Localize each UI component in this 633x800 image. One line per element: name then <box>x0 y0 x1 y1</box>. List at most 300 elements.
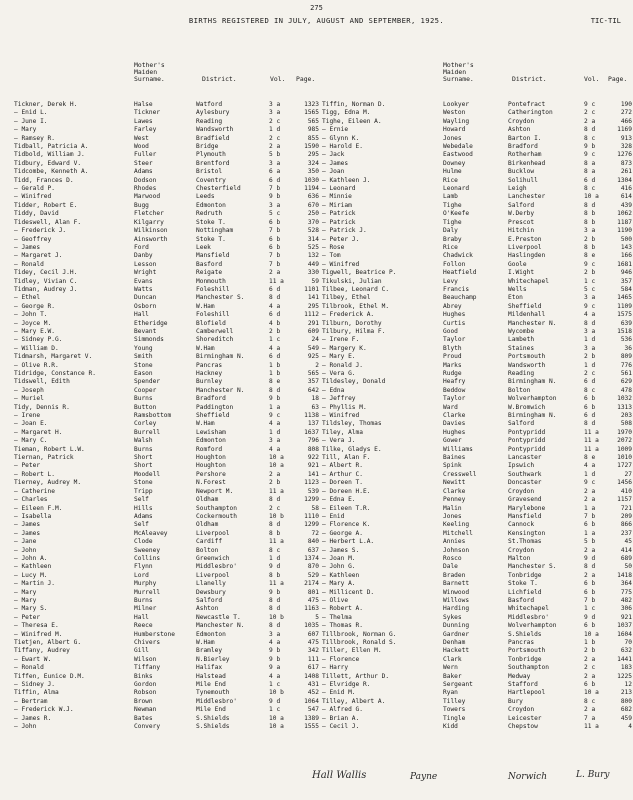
register-entry <box>14 378 320 386</box>
mother-maiden-surname: Hulme <box>443 168 462 176</box>
page: 203 <box>620 412 632 420</box>
volume: 8 b <box>584 218 596 226</box>
register-entry <box>14 395 320 403</box>
page: 166 <box>620 252 632 260</box>
child-name: — Thelma <box>322 613 352 621</box>
child-name: — Miriam <box>322 201 352 209</box>
child-name: — John A. <box>14 554 48 562</box>
child-name: — Doreen H.E. <box>322 487 371 495</box>
mother-maiden-surname: Wilkinson <box>134 227 168 235</box>
page: 328 <box>620 143 632 151</box>
mother-maiden-surname: Newitt <box>443 479 466 487</box>
mother-maiden-surname: Penney <box>443 496 466 504</box>
district: Eton <box>508 294 523 302</box>
child-name: Tillbrook, Norman G. <box>322 630 397 638</box>
volume: 7 a <box>584 714 596 722</box>
mother-maiden-surname: Hackett <box>443 647 470 655</box>
mother-maiden-surname: Flynn <box>134 563 153 571</box>
register-entry <box>14 345 320 353</box>
register-entry <box>14 547 320 555</box>
volume: 8 d <box>269 605 281 613</box>
volume: 8 a <box>584 168 596 176</box>
mother-maiden-surname: Watts <box>134 285 153 293</box>
mother-maiden-surname: Wilson <box>134 655 157 663</box>
volume: 10 b <box>269 512 284 520</box>
register-entry <box>322 210 632 218</box>
volume: 9 c <box>584 101 596 108</box>
page: 357 <box>620 277 632 285</box>
volume: 2 c <box>584 109 596 117</box>
page: 921 <box>620 613 632 621</box>
register-entry <box>14 160 320 168</box>
page: 1970 <box>617 428 632 436</box>
district: Chesterfield <box>196 185 241 193</box>
page: 261 <box>620 168 632 176</box>
district: Salford <box>508 420 535 428</box>
volume: 11 a <box>584 723 599 731</box>
child-name: — Muriel <box>14 395 44 403</box>
volume: 7 b <box>269 252 281 260</box>
volume: 2 a <box>584 571 596 579</box>
district: Basford <box>508 596 535 604</box>
district: Salford <box>196 596 223 604</box>
page: 607 <box>307 630 319 638</box>
register-entry <box>322 236 632 244</box>
register-entry <box>14 412 320 420</box>
mother-maiden-surname: Burrell <box>134 428 161 436</box>
register-entry <box>322 151 632 159</box>
child-name: — Joan M. <box>322 554 356 562</box>
volume: 6 b <box>269 243 281 251</box>
district: Watford <box>196 101 223 108</box>
child-name: — Mary E.W. <box>14 327 55 335</box>
page: 1157 <box>617 496 632 504</box>
mother-maiden-surname: West <box>134 134 149 142</box>
district: Tonbridge <box>508 571 542 579</box>
page: 2072 <box>617 437 632 445</box>
page: 414 <box>620 546 632 554</box>
volume: 1 d <box>584 470 596 478</box>
district: Sheffield <box>196 412 230 420</box>
mother-maiden-surname: Marwood <box>134 193 161 201</box>
page: 922 <box>307 454 319 462</box>
register-entry <box>14 698 320 706</box>
volume: 9 c <box>584 260 596 268</box>
mother-maiden-surname: Rudge <box>443 370 462 377</box>
district: Lancaster <box>508 454 542 462</box>
volume: 6 b <box>584 521 596 529</box>
mother-maiden-surname: Proud <box>443 353 462 361</box>
volume: 4 a <box>269 445 281 453</box>
volume: 5 b <box>584 538 596 546</box>
mother-maiden-surname: Heafry <box>443 378 466 386</box>
district: Pancras <box>508 639 535 646</box>
volume: 3 a <box>584 344 596 352</box>
child-name: — Enid <box>322 512 345 520</box>
volume: 5 c <box>269 210 281 218</box>
district: Mansfield <box>508 512 542 520</box>
register-entry <box>322 160 632 168</box>
register-entry <box>14 244 320 252</box>
page: 670 <box>307 201 319 209</box>
mother-maiden-surname: Gill <box>134 647 149 655</box>
volume: 9 d <box>584 554 596 562</box>
page: 449 <box>307 260 319 268</box>
register-entry <box>322 101 632 109</box>
district: Gravesend <box>508 496 542 504</box>
volume: 6 b <box>269 235 281 243</box>
mother-maiden-surname: Rice <box>443 243 458 251</box>
district: Stoke T. <box>196 235 226 243</box>
mother-maiden-surname: Corley <box>134 420 157 428</box>
volume: 11 a <box>269 580 284 588</box>
volume: 7 b <box>584 512 596 520</box>
page: 2 <box>315 361 319 369</box>
register-entry <box>322 563 632 571</box>
child-name: Tillett, Arthur D. <box>322 672 390 680</box>
volume: 1 c <box>269 336 281 344</box>
district: Oldham <box>196 521 219 529</box>
mother-maiden-surname: Keeling <box>443 521 470 529</box>
district: Wolverhampton <box>508 395 557 403</box>
volume: 9 b <box>269 588 281 596</box>
register-entry <box>322 555 632 563</box>
volume: 4 a <box>269 639 281 646</box>
volume: 6 b <box>584 588 596 596</box>
district: Romford <box>196 445 223 453</box>
district: Chepstow <box>508 723 538 731</box>
district: Middlesbro' <box>196 697 237 705</box>
register-entry <box>14 219 320 227</box>
mother-maiden-surname: Lamb <box>443 193 458 201</box>
mother-maiden-surname: Gordon <box>134 681 157 689</box>
page: 925 <box>307 353 319 361</box>
page: 873 <box>620 159 632 167</box>
register-entry <box>14 572 320 580</box>
child-name: — Ronald <box>14 664 44 672</box>
register-entry <box>322 597 632 605</box>
register-entry <box>14 488 320 496</box>
district: Houghton <box>196 462 226 470</box>
mother-maiden-surname: Sykes <box>443 613 462 621</box>
register-entry <box>322 471 632 479</box>
child-name: — Joseph <box>14 386 44 394</box>
mother-maiden-surname: McAleavey <box>134 529 168 537</box>
register-entry <box>322 404 632 412</box>
district: Reigate <box>196 269 223 277</box>
page: 549 <box>307 344 319 352</box>
register-entry <box>322 177 632 185</box>
volume: 10 a <box>269 714 284 722</box>
district: Manchester S. <box>196 294 245 302</box>
child-name: — Eileen F.M. <box>14 504 63 512</box>
mother-maiden-surname: Lesson <box>134 260 157 268</box>
child-name: — John T. <box>14 311 48 319</box>
page: 1163 <box>304 605 319 613</box>
page: 59 <box>311 277 319 285</box>
district: Liverpool <box>196 571 230 579</box>
child-name: — Joan E. <box>14 420 48 428</box>
volume: 1 a <box>269 403 281 411</box>
district: Hackney <box>196 370 223 377</box>
district: Bramley <box>196 647 223 655</box>
child-name: — Enid M. <box>322 689 356 697</box>
child-name: Tiddy, David <box>14 210 59 218</box>
district: Ashton <box>196 605 219 613</box>
register-entry <box>322 336 632 344</box>
volume: 8 b <box>584 210 596 218</box>
register-entry <box>322 639 632 647</box>
child-name: — Alfred G. <box>322 706 363 714</box>
child-name: — Florence K. <box>322 521 371 529</box>
volume: 6 b <box>584 681 596 689</box>
mother-maiden-surname: Annies <box>443 538 466 546</box>
mother-maiden-surname: Hall <box>134 311 149 319</box>
vol-header: Vol. <box>270 75 286 83</box>
register-entry <box>322 294 632 302</box>
volume: 2 a <box>584 546 596 554</box>
district: Stoke T. <box>508 580 538 588</box>
page: 12 <box>624 681 632 689</box>
register-entry <box>14 151 320 159</box>
volume: 2 a <box>584 496 596 504</box>
volume: 9 d <box>269 563 281 571</box>
district: Goole <box>508 260 527 268</box>
district: Bolton <box>508 386 531 394</box>
child-name: — Kathleen <box>322 571 360 579</box>
district: Ipswich <box>508 462 535 470</box>
page: 410 <box>620 487 632 495</box>
volume: 6 b <box>584 395 596 403</box>
district: Middlesbro' <box>508 613 549 621</box>
district: Cockermouth <box>196 512 237 520</box>
child-name: — Ronald J. <box>322 361 363 369</box>
district: Basford <box>196 260 223 268</box>
volume: 2 a <box>584 117 596 125</box>
mother-maiden-surname: Danby <box>134 252 153 260</box>
register-entry <box>14 101 320 109</box>
child-name: — Charles <box>14 496 48 504</box>
mother-maiden-surname: Lawes <box>134 117 153 125</box>
child-name: — Joan <box>322 168 345 176</box>
volume: 2 b <box>584 353 596 361</box>
register-entry <box>14 143 320 151</box>
volume: 9 c <box>269 412 281 420</box>
register-entry <box>322 278 632 286</box>
register-entry <box>14 362 320 370</box>
child-name: — Peter <box>14 613 41 621</box>
volume: 4 a <box>269 420 281 428</box>
register-entry <box>14 303 320 311</box>
register-entry <box>14 168 320 176</box>
register-entry <box>322 589 632 597</box>
register-entry <box>14 446 320 454</box>
page: 1441 <box>617 655 632 663</box>
volume: 1 d <box>584 336 596 344</box>
register-entry <box>14 681 320 689</box>
page: 72 <box>311 529 319 537</box>
page: 1112 <box>304 311 319 319</box>
register-entry <box>14 227 320 235</box>
district: Cardiff <box>196 538 223 546</box>
child-name: — Robert A. <box>322 605 363 613</box>
volume: 3 a <box>584 327 596 335</box>
volume: 8 c <box>584 697 596 705</box>
child-name: — Patrick <box>322 210 356 218</box>
page: 1190 <box>617 227 632 235</box>
register-entry <box>14 437 320 445</box>
page: 1299 <box>304 496 319 504</box>
volume: 7 b <box>269 185 281 193</box>
register-entry <box>14 521 320 529</box>
page-number: 275 <box>310 4 323 12</box>
page: 364 <box>620 580 632 588</box>
volume: 1 a <box>584 504 596 512</box>
register-entry <box>14 563 320 571</box>
mother-maiden-surname: Ainsworth <box>134 235 168 243</box>
district: Haslingden <box>508 252 546 260</box>
mother-maiden-surname: Kilgarry <box>134 218 164 226</box>
mother-maiden-surname: Etheridge <box>134 319 168 327</box>
mother-maiden-surname: Blyth <box>443 344 462 352</box>
volume: 1 d <box>584 361 596 369</box>
child-name: Tierney, Audrey M. <box>14 479 82 487</box>
child-name: — Margaret H. <box>14 428 63 436</box>
mother-maiden-surname: Kidd <box>443 723 458 731</box>
register-entry <box>322 303 632 311</box>
child-name: Tidswell, Edith <box>14 378 70 386</box>
volume: 10 a <box>584 193 599 201</box>
page: 1575 <box>617 311 632 319</box>
volume: 6 b <box>269 218 281 226</box>
district: S.Shields <box>196 723 230 731</box>
mother-maiden-surname: Convery <box>134 723 161 731</box>
page: 1304 <box>617 176 632 184</box>
district-header: District. <box>202 75 237 83</box>
child-name: — Olive R.R. <box>14 361 59 369</box>
child-name: — Theresa E. <box>14 622 59 630</box>
district: Marylebone <box>508 504 546 512</box>
volume: 9 b <box>269 395 281 403</box>
mother-maiden-surname: Downey <box>443 159 466 167</box>
district: I.Wight <box>508 269 535 277</box>
volume: 2 c <box>269 134 281 142</box>
page: 1109 <box>617 302 632 310</box>
district: Lanchester <box>508 193 546 201</box>
page: 342 <box>307 647 319 655</box>
mother-maiden-surname: Malin <box>443 504 462 512</box>
mother-maiden-surname: Hughes <box>443 428 466 436</box>
page: 500 <box>620 235 632 243</box>
mother-maiden-surname: Rhodes <box>134 185 157 193</box>
child-name: — Harold E. <box>322 143 363 151</box>
district: Liverpool <box>508 243 542 251</box>
page: 636 <box>307 193 319 201</box>
page: 1681 <box>617 260 632 268</box>
volume: 6 a <box>269 168 281 176</box>
child-name: — Mary C. <box>14 437 48 445</box>
mother-maiden-surname: Ford <box>134 243 149 251</box>
mother-maiden-surname: Gardner <box>443 630 470 638</box>
child-name: — Frederick J. <box>14 227 67 235</box>
page: 1169 <box>617 126 632 134</box>
register-entry <box>14 479 320 487</box>
mother-maiden-surname: Adams <box>134 512 153 520</box>
page: 250 <box>307 210 319 218</box>
register-entry <box>322 538 632 546</box>
page: 1637 <box>304 428 319 436</box>
district: Birkenhead <box>508 159 546 167</box>
register-entry <box>322 664 632 672</box>
mother-maiden-surname: Tilley <box>443 697 466 705</box>
register-entry <box>14 202 320 210</box>
mother-maiden-surname: Willows <box>443 596 470 604</box>
register-entry <box>322 454 632 462</box>
volume: 2 a <box>584 672 596 680</box>
mother-maiden-surname: Jones <box>443 512 462 520</box>
register-entry <box>14 647 320 655</box>
mother-maiden-surname: Wern <box>443 664 458 672</box>
volume: 7 b <box>269 260 281 268</box>
mother-maiden-surname: Evans <box>134 277 153 285</box>
district: Cannock <box>508 521 535 529</box>
volume: 11 a <box>269 277 284 285</box>
register-entry <box>322 656 632 664</box>
volume: 2 b <box>584 269 596 277</box>
surname-range: TIC-TIL <box>590 16 621 25</box>
page: 416 <box>620 185 632 193</box>
volume: 2 a <box>584 655 596 663</box>
register-entry <box>14 496 320 504</box>
district: Edmonton <box>196 630 226 638</box>
volume: 3 a <box>584 294 596 302</box>
page: 272 <box>620 109 632 117</box>
volume: 5 c <box>584 285 596 293</box>
page: 357 <box>307 378 319 386</box>
page: 866 <box>620 521 632 529</box>
child-name: — Glynn K. <box>322 134 360 142</box>
district: Liverpool <box>196 529 230 537</box>
district: W.Ham <box>196 302 215 310</box>
register-entry <box>14 639 320 647</box>
mother-maiden-surname: Newman <box>134 706 157 714</box>
district: Manchester N. <box>196 386 245 394</box>
register-entry <box>14 311 320 319</box>
volume: 8 d <box>269 294 281 302</box>
mother-maiden-surname: Ramsbottom <box>134 412 172 420</box>
child-name: — Olive <box>322 596 349 604</box>
page: 1418 <box>617 571 632 579</box>
child-name: — Geoffrey <box>14 235 52 243</box>
register-entry <box>322 505 632 513</box>
child-name: — William D. <box>14 344 59 352</box>
register-entry <box>14 328 320 336</box>
mother-maiden-surname: Brown <box>134 697 153 705</box>
district: Middlesbro' <box>196 563 237 571</box>
mother-maiden-surname: Murrell <box>134 588 161 596</box>
child-name: — James S. <box>322 546 360 554</box>
page: 528 <box>307 227 319 235</box>
register-entry <box>322 437 632 445</box>
register-entry <box>14 471 320 479</box>
page: 1030 <box>304 176 319 184</box>
register-entry <box>322 219 632 227</box>
child-name: — Ramsey R. <box>14 134 55 142</box>
register-entry <box>322 479 632 487</box>
district: Foleshill <box>196 285 230 293</box>
district: Leigh <box>508 185 527 193</box>
child-name: Tidmarsh, Margaret V. <box>14 353 93 361</box>
